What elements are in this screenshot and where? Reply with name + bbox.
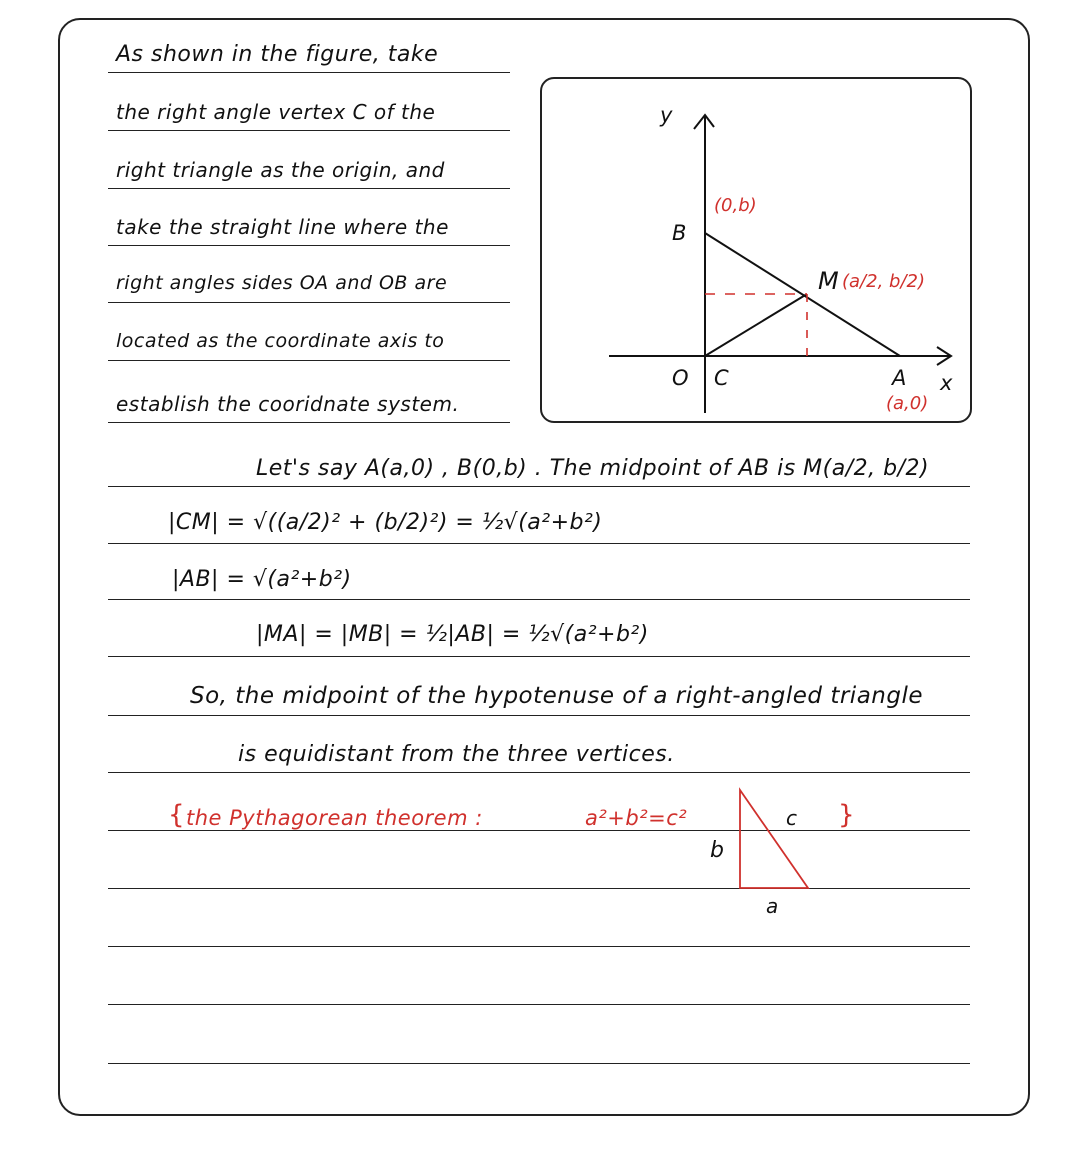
- intro-line: the right angle vertex C of the: [116, 100, 436, 124]
- ruled-line: [108, 245, 510, 246]
- ruled-line: [108, 599, 970, 600]
- intro-line: right triangle as the origin, and: [116, 158, 445, 182]
- point-b-label: B: [672, 221, 687, 245]
- side-a-label: a: [766, 894, 779, 918]
- side-c-label: c: [786, 806, 798, 830]
- ab-formula: |AB| = √(a²+b²): [172, 567, 352, 592]
- conclusion-line: So, the midpoint of the hypotenuse of a right-angled triangle: [190, 683, 923, 709]
- ruled-line: [108, 715, 970, 716]
- ma-mb-formula: |MA| = |MB| = ½|AB| = ½√(a²+b²): [256, 622, 649, 647]
- point-a-coord: (a,0): [886, 393, 929, 414]
- median-cm: [705, 294, 807, 356]
- note-close-brace: }: [838, 800, 856, 830]
- intro-line: establish the cooridnate system.: [116, 392, 460, 416]
- note-formula: a²+b²=c²: [585, 806, 688, 830]
- origin-label: O: [672, 366, 689, 390]
- conclusion-line: is equidistant from the three vertices.: [238, 742, 675, 767]
- ruled-line: [108, 302, 510, 303]
- point-a-label: A: [892, 366, 907, 390]
- intro-line: As shown in the figure, take: [116, 42, 439, 67]
- ruled-line: [108, 1063, 970, 1064]
- point-c-label: C: [714, 366, 729, 390]
- ruled-line: [108, 72, 510, 73]
- ruled-line: [108, 360, 510, 361]
- note-open-brace: {: [168, 800, 186, 830]
- ruled-line: [108, 188, 510, 189]
- ruled-line: [108, 830, 970, 831]
- ruled-line: [108, 946, 970, 947]
- note-text: the Pythagorean theorem :: [186, 806, 483, 830]
- ruled-line: [108, 772, 970, 773]
- ruled-line: [108, 656, 970, 657]
- side-b-label: b: [710, 838, 725, 863]
- x-axis-label: x: [940, 371, 953, 395]
- intro-line: right angles sides OA and OB are: [116, 272, 448, 294]
- ruled-line: [108, 486, 970, 487]
- point-b-coord: (0,b): [714, 195, 757, 216]
- coordinate-figure: [540, 77, 972, 423]
- y-axis-label: y: [660, 103, 673, 127]
- ruled-line: [108, 422, 510, 423]
- ruled-line: [108, 1004, 970, 1005]
- point-m-label: M: [818, 267, 839, 295]
- point-m-coord: (a/2, b/2): [842, 271, 925, 292]
- cm-formula: |CM| = √((a/2)² + (b/2)²) = ½√(a²+b²): [168, 510, 603, 535]
- ruled-line: [108, 543, 970, 544]
- work-line: Let's say A(a,0) , B(0,b) . The midpoint of AB is M(a/2, b/2): [256, 456, 930, 481]
- intro-line: located as the coordinate axis to: [116, 330, 445, 352]
- intro-line: take the straight line where the: [116, 215, 449, 239]
- figure-drawing: [542, 79, 974, 425]
- ruled-line: [108, 130, 510, 131]
- ruled-line: [108, 888, 970, 889]
